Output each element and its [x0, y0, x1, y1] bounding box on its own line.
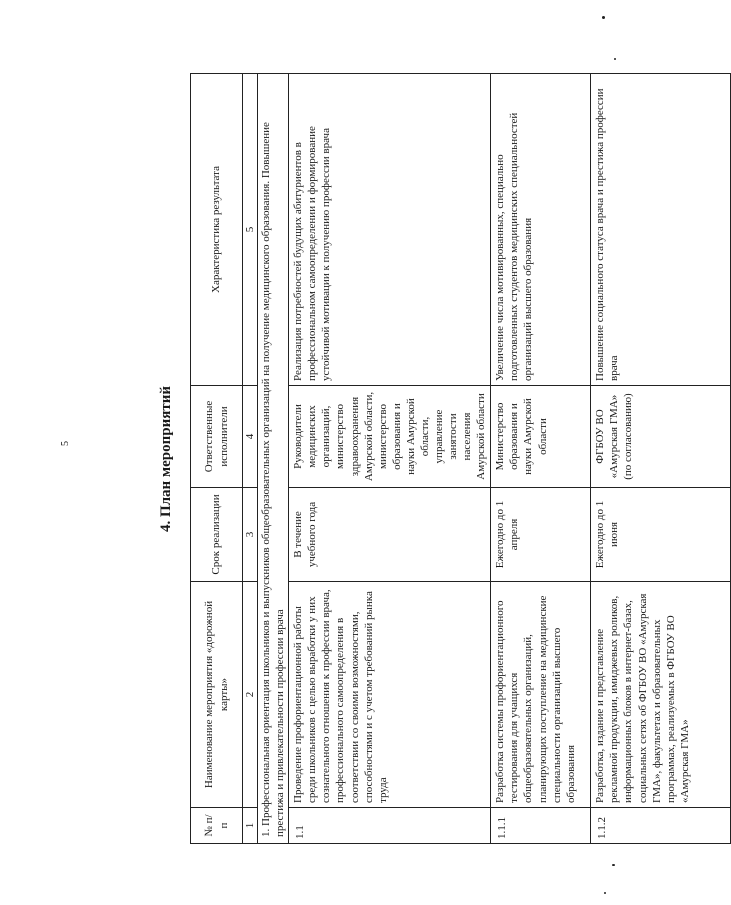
- row-term: Ежегодно до 1 июня: [591, 488, 731, 582]
- scan-dot: [602, 16, 605, 19]
- col-header-number: № п/п: [191, 808, 243, 844]
- col-number-3: 3: [243, 488, 258, 582]
- row-executors: Министерство образования и науки Амурской области: [491, 386, 591, 488]
- action-plan-table: [190, 73, 731, 844]
- row-number: 1.1.2: [591, 808, 731, 844]
- row-result: Реализация потребностей будущих абитуриентов в профессиональном самоопределении и формирование устойчивой мотивации к получению профессии врача: [289, 74, 491, 386]
- scan-dot: [612, 864, 615, 866]
- section-title: 1. Профессиональная ориентация школьников и выпускников общеобразовательных организаций на получение медицинского образования. Повышение престижа и привлекательности профессии врача: [258, 74, 289, 844]
- col-header-name: Наименование мероприятия «дорожной карты»: [191, 582, 243, 808]
- row-name: Разработка системы профориентационного тестирования для учащихся общеобразовательных организаций, планирующих поступление на медицинские специальности организаций высшего образования: [491, 582, 591, 808]
- row-term: В течение учебного года: [289, 488, 491, 582]
- row-name: Разработка, издание и представление рекламной продукции, имиджевых роликов, информационных блоков в интернет-базах, социальных сетях об ФГБОУ ВО «Амурская ГМА», факультетах и образовательных программах, реализуемых в ФГБОУ ВО «Амурская ГМА»: [591, 582, 731, 808]
- col-number-5: 5: [243, 74, 258, 386]
- row-executors: ФГБОУ ВО «Амурская ГМА» (по согласованию): [591, 386, 731, 488]
- row-name: Проведение профориентационной работы среди школьников с целью выработки у них сознательного отношения к профессии врача, профессионального самоопределения в соответствии со своими возможностями, способностями и с учетом требований рынка труда: [289, 582, 491, 808]
- table-row: [591, 74, 731, 844]
- col-header-executors: Ответственные исполнители: [191, 386, 243, 488]
- col-number-2: 2: [243, 582, 258, 808]
- table-row: [289, 74, 491, 844]
- row-number: 1.1: [289, 808, 491, 844]
- column-number-row: [243, 74, 258, 844]
- row-executors: Руководители медицинских организаций, министерство здравоохранения Амурской области, министерство образования и науки Амурской области, управление занятости населения Амурской области: [289, 386, 491, 488]
- col-header-result: Характеристика результата: [191, 74, 243, 386]
- section-row: [258, 74, 289, 844]
- row-result: Повышение социального статуса врача и престижа профессии врача: [591, 74, 731, 386]
- page-number: 5: [60, 441, 71, 446]
- row-term: Ежегодно до 1 апреля: [491, 488, 591, 582]
- header-row: [191, 74, 243, 844]
- document-title: 4. План мероприятий: [158, 385, 174, 533]
- col-number-1: 1: [243, 808, 258, 844]
- col-number-4: 4: [243, 386, 258, 488]
- table-row: [491, 74, 591, 844]
- col-header-term: Срок реализации: [191, 488, 243, 582]
- row-result: Увеличение числа мотивированных, специально подготовленных студентов медицинских специальностей организаций высшего образования: [491, 74, 591, 386]
- scan-dot: [614, 58, 616, 60]
- row-number: 1.1.1: [491, 808, 591, 844]
- rotated-page-content: [148, 74, 708, 844]
- scan-dot: [604, 892, 606, 894]
